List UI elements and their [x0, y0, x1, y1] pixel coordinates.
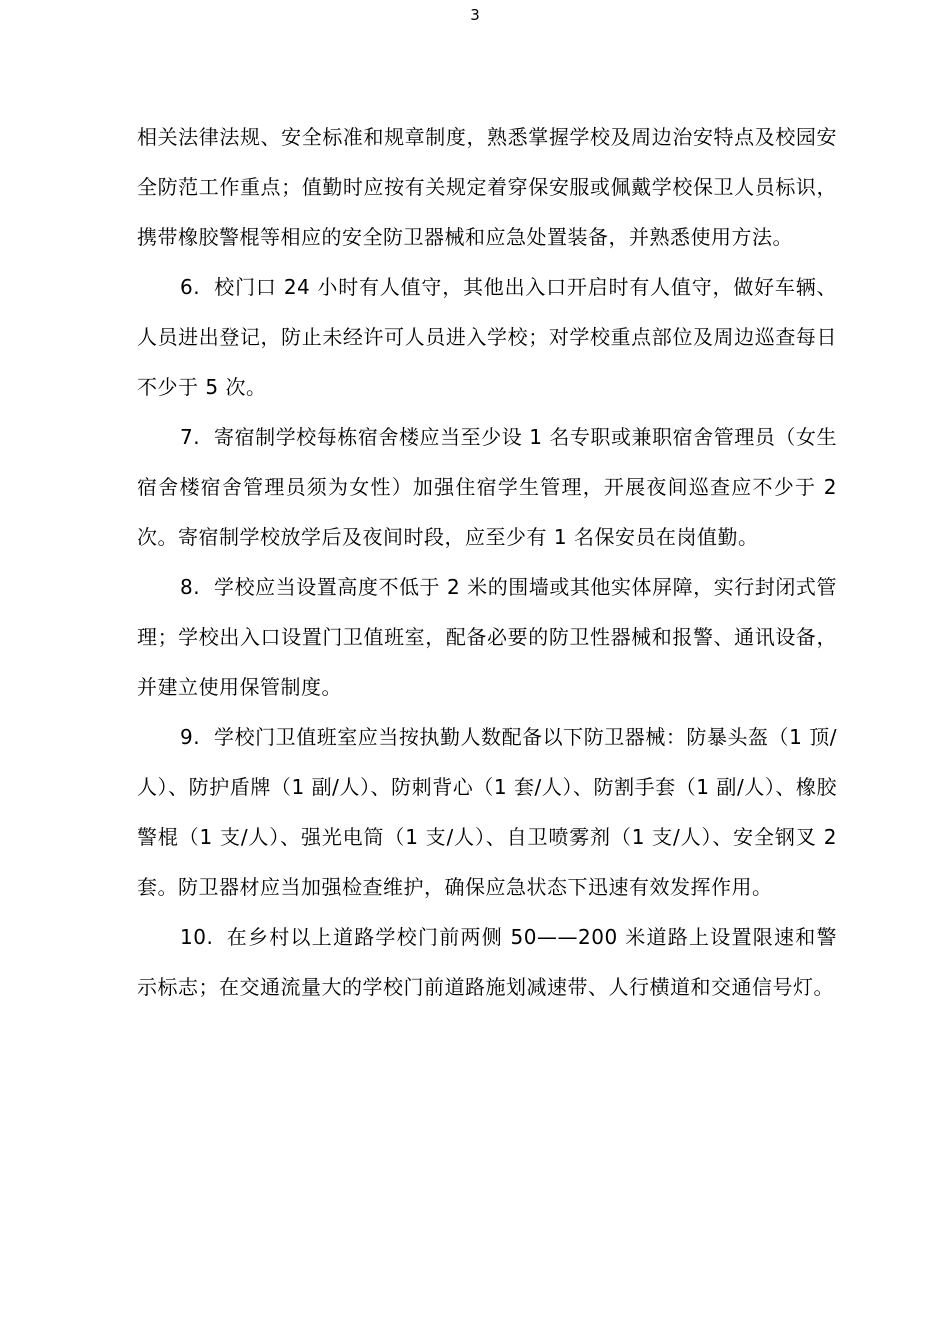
item-number: 6.	[180, 275, 201, 299]
paragraph-item-6	[137, 262, 837, 412]
item-number: 9.	[180, 725, 201, 749]
paragraph-item-8	[137, 562, 837, 712]
paragraph-item-9	[137, 712, 837, 912]
item-number: 10.	[180, 925, 214, 949]
paragraph-text: 学校应当设置高度不低于 2 米的围墙或其他实体屏障，实行封闭式管理；学校出入口设置门卫值班室，配备必要的防卫性器械和报警、通讯设备，并建立使用保管制度。	[137, 575, 837, 699]
item-number: 7.	[180, 425, 201, 449]
paragraph-item-10	[137, 912, 837, 1012]
paragraph-item-7	[137, 412, 837, 562]
paragraph-text: 在乡村以上道路学校门前两侧 50——200 米道路上设置限速和警示标志；在交通流量大的学校门前道路施划减速带、人行横道和交通信号灯。	[137, 925, 837, 999]
document-body	[137, 112, 837, 1012]
page-number: 3	[470, 6, 480, 24]
item-number: 8.	[180, 575, 201, 599]
paragraph-text: 寄宿制学校每栋宿舍楼应当至少设 1 名专职或兼职宿舍管理员（女生宿舍楼宿舍管理员须为女性）加强住宿学生管理，开展夜间巡查应不少于 2 次。寄宿制学校放学后及夜间时段，应至少有 1 名保安员在岗值勤。	[137, 425, 837, 549]
paragraph-text: 相关法律法规、安全标准和规章制度，熟悉掌握学校及周边治安特点及校园安全防范工作重点；值勤时应按有关规定着穿保安服或佩戴学校保卫人员标识，携带橡胶警棍等相应的安全防卫器械和应急处置装备，并熟悉使用方法。	[137, 125, 837, 249]
paragraph-text: 校门口 24 小时有人值守，其他出入口开启时有人值守，做好车辆、人员进出登记，防止未经许可人员进入学校；对学校重点部位及周边巡查每日不少于 5 次。	[137, 275, 837, 399]
paragraph-text: 学校门卫值班室应当按执勤人数配备以下防卫器械：防暴头盔（1 顶/人）、防护盾牌（1 副/人）、防刺背心（1 套/人）、防割手套（1 副/人）、橡胶警棍（1 支/人）、强光电筒（1 支/人）、自卫喷雾剂（1 支/人）、安全钢叉 2 套。防卫器材应当加强检查维护，确保应急状态下迅速有效发挥作用。	[137, 725, 837, 899]
paragraph-continuation	[137, 112, 837, 262]
